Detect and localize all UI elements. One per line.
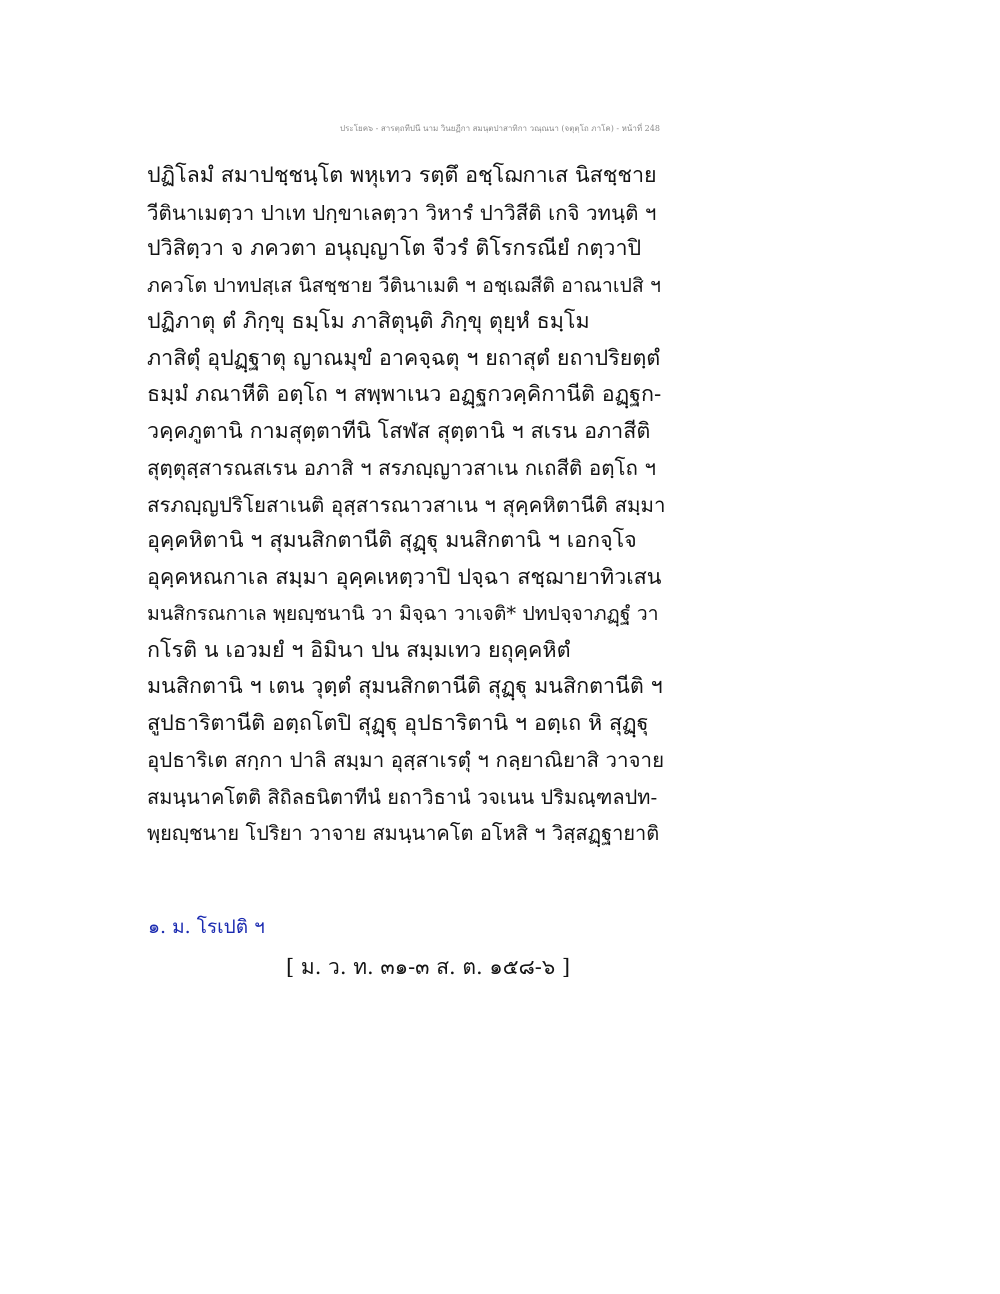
text-line: ภาสิตุํ อุปฏฺฐาตุ ญาณมุขํ อาคจฺฉตุ ฯ ยถาสุตํ ยถาปริยตฺตํ — [147, 345, 661, 371]
text-line: กโรติ น เอวมยํ ฯ อิมินา ปน สมฺมเทว ยถุคฺคหิตํ — [147, 637, 571, 663]
text-line: สรภญฺญปริโยสาเนติ อุสฺสารณาวสาเน ฯ สุคฺคหิตานีติ สมฺมา — [147, 492, 666, 517]
text-line: ปวิสิตฺวา จ ภควตา อนุญฺญาโต จีวรํ ติโรกรณียํ กตฺวาปิ — [147, 236, 642, 261]
body-text — [147, 158, 667, 852]
text-line: อุคฺคหิตานิ ฯ สุมนสิกตานีติ สุฏฺฐุ มนสิกตานิ ฯ เอกจฺโจ — [147, 528, 637, 553]
text-line: อุคฺคหณกาเล สมฺมา อุคฺคเหตฺวาปิ ปจฺฉา สชฺฌายาทิวเสน — [147, 564, 662, 590]
running-header: ประโยค๖ - สารตฺถทีปนี นาม วินยฏีกา สมนฺตปาสาทิกา วณฺณนา (จตุตฺโถ ภาโค) - หน้าที่ 248 — [340, 124, 660, 133]
text-line: ภควโต ปาทปสฺเส นิสชฺชาย วีตินาเมติ ฯ อชฺเฌสีติ อาณาเปสิ ฯ — [147, 273, 661, 297]
footnote: ๑. ม. โรเปติ ฯ — [148, 916, 265, 938]
text-line: ปฏิภาตุ ตํ ภิกฺขุ ธมฺโม ภาสิตุนฺติ ภิกฺขุ ตุยฺหํ ธมฺโม — [147, 309, 590, 334]
text-line: สูปธาริตานีติ อตฺถโตปิ สุฏฺฐุ อุปธาริตานิ ฯ อตฺเถ หิ สุฏฺฐุ — [147, 710, 649, 736]
text-line: วคฺคภูตานิ กามสุตฺตาทีนิ โสฬส สุตฺตานิ ฯ สเรน อภาสีติ — [147, 418, 651, 444]
text-line: วีตินาเมตฺวา ปาเท ปกฺขาเลตฺวา วิหารํ ปาวิสีติ เกจิ วทนฺติ ฯ — [147, 200, 657, 225]
text-line: มนสิกตานิ ฯ เตน วุตฺตํ สุมนสิกตานีติ สุฏฺฐุ มนสิกตานีติ ฯ — [147, 674, 663, 699]
text-line: มนสิกรณกาเล พฺยญฺชนานิ วา มิจฺฉา วาเจติ* ปทปจฺจาภฏฺฐํ วา — [147, 602, 659, 625]
text-line: พฺยญฺชนาย โปริยา วาจาย สมนฺนาคโต อโหสิ ฯ วิสฺสฏฺฐายาติ — [147, 821, 660, 845]
text-line: สุตฺตุสฺสารณสเรน อภาสิ ฯ สรภญฺญาวสาเน กเถสีติ อตฺโถ ฯ — [147, 456, 656, 480]
text-line: อุปธาริเต สกฺกา ปาลิ สมฺมา อุสฺสาเรตุํ ฯ กลฺยาณิยาสิ วาจาย — [147, 748, 665, 772]
text-line: ธมฺมํ ภณาหีติ อตฺโถ ฯ สพฺพาเนว อฏฺฐกวคฺคิกานีติ อฏฺฐก- — [147, 382, 662, 407]
text-line: ปฏิโลมํ สมาปชฺชนฺโต พหุเทว รตฺตึ อชฺโฌกาเส นิสชฺชาย — [147, 163, 657, 188]
page-reference: [ ม. ว. ท. ๓๑-๓ ส. ต. ๑๕๘-๖ ] — [286, 955, 571, 979]
text-line: สมนฺนาคโตติ สิถิลธนิตาทีนํ ยถาวิธานํ วจเนน ปริมณฺฑลปท- — [147, 784, 658, 809]
